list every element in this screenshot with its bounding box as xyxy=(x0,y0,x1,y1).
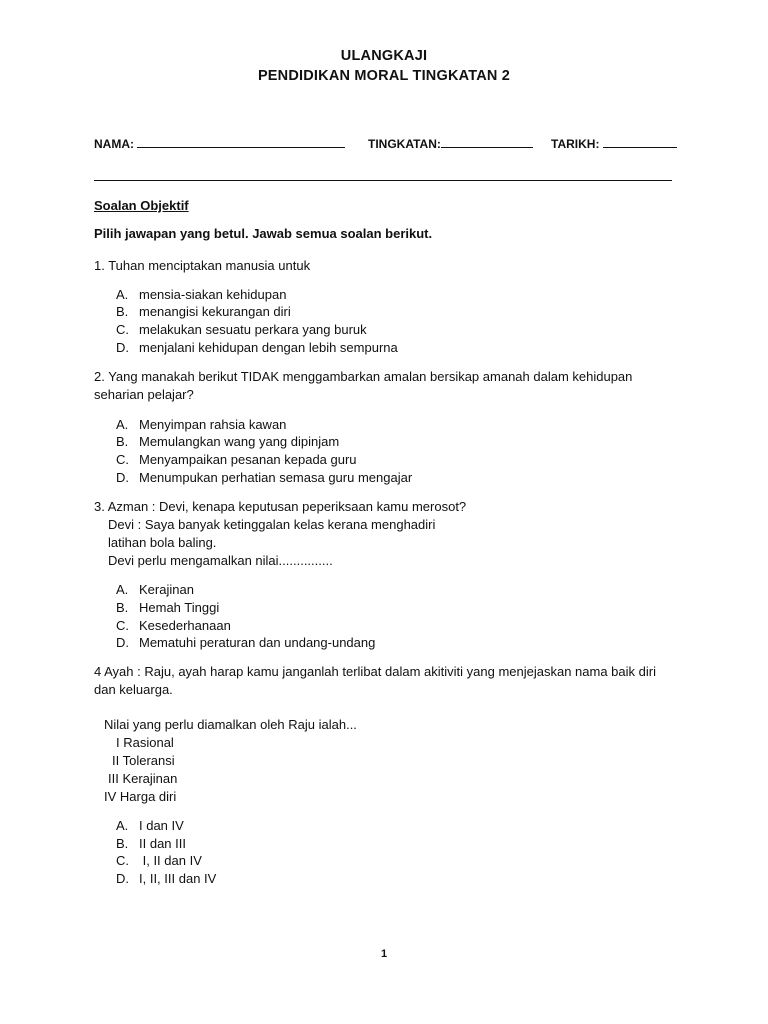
header-divider xyxy=(94,180,672,181)
tarikh-label: TARIKH: xyxy=(551,137,600,151)
nama-blank-line xyxy=(137,135,345,148)
question-3-option-a[interactable]: A. Kerajinan xyxy=(116,582,194,597)
tingkatan-blank-line xyxy=(441,135,533,148)
question-4-option-a[interactable]: A. I dan IV xyxy=(116,818,184,833)
question-1-option-b[interactable]: B. menangisi kekurangan diri xyxy=(116,304,291,319)
question-2-option-d[interactable]: D. Menumpukan perhatian semasa guru mengajar xyxy=(116,470,413,485)
question-2-option-b[interactable]: B. Memulangkan wang yang dipinjam xyxy=(116,434,340,449)
question-4-text: 4 Ayah : Raju, ayah harap kamu janganlah terlibat dalam akitiviti yang menjejaskan nama baik diri dan keluarga. xyxy=(94,664,656,697)
question-1-text: 1. Tuhan menciptakan manusia untuk xyxy=(94,258,311,273)
tingkatan-field[interactable] xyxy=(368,135,533,151)
document-title: ULANGKAJI xyxy=(340,48,428,64)
question-1-option-a[interactable]: A. mensia-siakan kehidupan xyxy=(116,287,287,302)
page-number: 1 xyxy=(380,948,388,960)
question-3-option-b[interactable]: B. Hemah Tinggi xyxy=(116,600,220,615)
question-3-line: Devi : Saya banyak ketinggalan kelas kerana menghadiri xyxy=(108,517,436,532)
tingkatan-label: TINGKATAN: xyxy=(368,137,441,151)
question-3-text: 3. Azman : Devi, kenapa keputusan peperiksaan kamu merosot? xyxy=(94,499,467,514)
question-3-option-c[interactable]: C. Kesederhanaan xyxy=(116,618,231,633)
question-4-option-b[interactable]: B. II dan III xyxy=(116,836,186,851)
document-subtitle: PENDIDIKAN MORAL TINGKATAN 2 xyxy=(257,68,511,84)
question-1-option-c[interactable]: C. melakukan sesuatu perkara yang buruk xyxy=(116,322,367,337)
question-4-option-c[interactable]: C. I, II dan IV xyxy=(116,853,202,868)
question-2-option-c[interactable]: C. Menyampaikan pesanan kepada guru xyxy=(116,452,357,467)
section-heading: Soalan Objektif xyxy=(94,198,189,213)
question-2-text: 2. Yang manakah berikut TIDAK menggambarkan amalan bersikap amanah dalam kehidupan seharian pelajar? xyxy=(94,369,633,402)
tarikh-blank-line xyxy=(603,135,677,148)
question-3-line: latihan bola baling. xyxy=(108,535,217,550)
question-3-line: Devi perlu mengamalkan nilai............... xyxy=(108,553,333,568)
question-4-item: I Rasional xyxy=(116,735,174,750)
question-3-option-d[interactable]: D. Mematuhi peraturan dan undang-undang xyxy=(116,635,376,650)
tarikh-field[interactable] xyxy=(551,135,677,151)
nama-label: NAMA: xyxy=(94,137,134,151)
section-instruction: Pilih jawapan yang betul. Jawab semua soalan berikut. xyxy=(94,226,433,241)
question-1-option-d[interactable]: D. menjalani kehidupan dengan lebih sempurna xyxy=(116,340,398,355)
question-4-item: III Kerajinan xyxy=(108,771,178,786)
question-4-prompt: Nilai yang perlu diamalkan oleh Raju ialah... xyxy=(104,717,357,732)
question-4-option-d[interactable]: D. I, II, III dan IV xyxy=(116,871,217,886)
question-2-option-a[interactable]: A. Menyimpan rahsia kawan xyxy=(116,417,287,432)
question-4-item: IV Harga diri xyxy=(104,789,177,804)
nama-field[interactable] xyxy=(94,135,345,151)
question-4-item: II Toleransi xyxy=(112,753,175,768)
